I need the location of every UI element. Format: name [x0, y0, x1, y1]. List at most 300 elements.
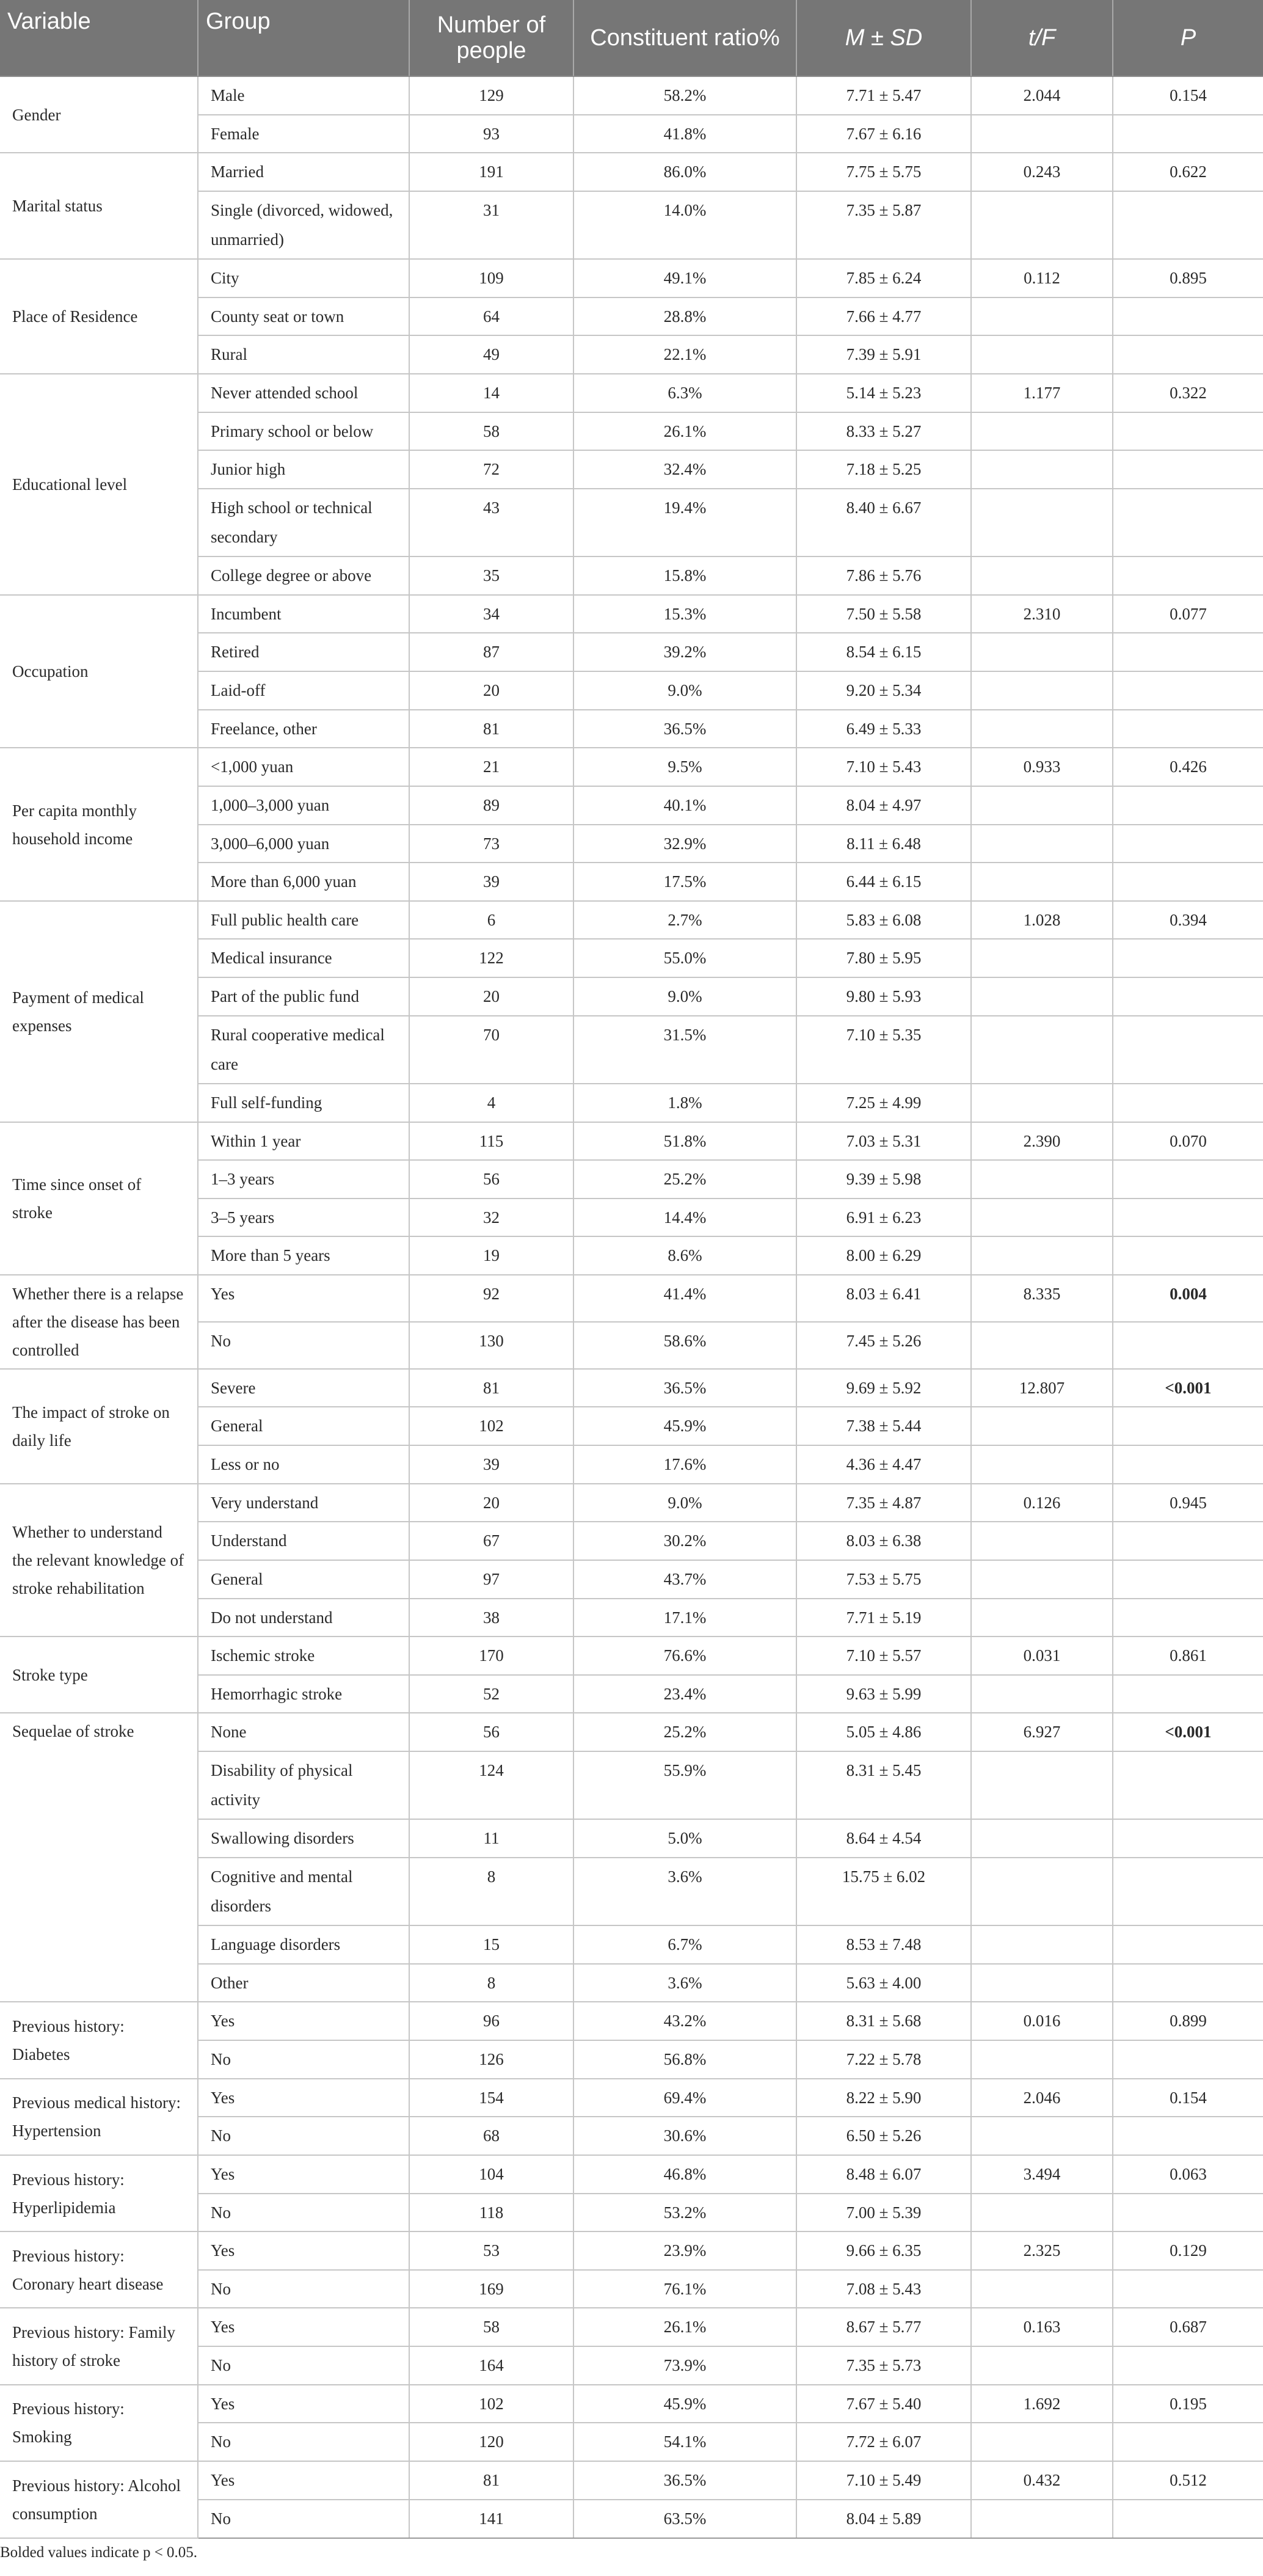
stat-cell	[971, 863, 1113, 901]
table-row	[0, 259, 1263, 297]
table-row	[0, 2231, 1263, 2270]
count-cell: 32	[409, 1199, 573, 1237]
variable-cell: Place of Residence	[0, 259, 198, 374]
variable-cell: Occupation	[0, 595, 198, 748]
count-cell: 81	[409, 1369, 573, 1407]
ratio-cell: 28.8%	[573, 297, 796, 336]
group-cell: Retired	[198, 633, 409, 671]
stat-cell: 2.390	[971, 1122, 1113, 1161]
table-row	[0, 748, 1263, 786]
ratio-cell: 1.8%	[573, 1084, 796, 1122]
p-value-cell	[1113, 633, 1263, 671]
stat-cell	[971, 1199, 1113, 1237]
mean-sd-cell: 5.63 ± 4.00	[796, 1964, 971, 2002]
table-row	[0, 2002, 1263, 2040]
count-cell: 191	[409, 153, 573, 191]
p-value-cell: 0.004	[1113, 1275, 1263, 1322]
p-value-cell: 0.063	[1113, 2155, 1263, 2194]
variable-cell: Previous history: Diabetes	[0, 2002, 198, 2078]
table-row	[0, 2385, 1263, 2423]
variable-cell: Stroke type	[0, 1636, 198, 1713]
table-row	[0, 1713, 1263, 1751]
group-cell: County seat or town	[198, 297, 409, 336]
count-cell: 97	[409, 1560, 573, 1599]
mean-sd-cell: 9.39 ± 5.98	[796, 1160, 971, 1199]
mean-sd-cell: 6.49 ± 5.33	[796, 710, 971, 748]
stat-cell	[971, 412, 1113, 451]
stat-cell: 0.163	[971, 2308, 1113, 2346]
mean-sd-cell: 15.75 ± 6.02	[796, 1858, 971, 1925]
variable-cell: Time since onset of stroke	[0, 1122, 198, 1275]
stat-cell: 0.016	[971, 2002, 1113, 2040]
stat-cell	[971, 297, 1113, 336]
count-cell: 11	[409, 1819, 573, 1858]
group-cell: Yes	[198, 2155, 409, 2194]
stat-cell: 8.335	[971, 1275, 1113, 1322]
group-cell: Yes	[198, 1275, 409, 1322]
group-cell: 3–5 years	[198, 1199, 409, 1237]
p-value-cell	[1113, 1160, 1263, 1199]
ratio-cell: 56.8%	[573, 2040, 796, 2079]
mean-sd-cell: 6.91 ± 6.23	[796, 1199, 971, 1237]
mean-sd-cell: 8.03 ± 6.38	[796, 1522, 971, 1560]
table-row	[0, 1369, 1263, 1407]
ratio-cell: 49.1%	[573, 259, 796, 297]
stat-cell	[971, 489, 1113, 556]
ratio-cell: 9.5%	[573, 748, 796, 786]
count-cell: 154	[409, 2079, 573, 2117]
count-cell: 92	[409, 1275, 573, 1322]
count-cell: 93	[409, 115, 573, 153]
ratio-cell: 32.4%	[573, 450, 796, 489]
group-cell: Less or no	[198, 1445, 409, 1484]
count-cell: 164	[409, 2346, 573, 2385]
group-cell: More than 5 years	[198, 1236, 409, 1275]
mean-sd-cell: 4.36 ± 4.47	[796, 1445, 971, 1484]
p-value-cell	[1113, 1084, 1263, 1122]
group-cell: Yes	[198, 2461, 409, 2500]
ratio-cell: 14.0%	[573, 191, 796, 259]
mean-sd-cell: 7.53 ± 5.75	[796, 1560, 971, 1599]
stat-cell	[971, 2040, 1113, 2079]
variable-cell: Gender	[0, 76, 198, 153]
ratio-cell: 41.4%	[573, 1275, 796, 1322]
count-cell: 52	[409, 1675, 573, 1713]
stat-cell	[971, 1016, 1113, 1084]
p-value-cell: 0.687	[1113, 2308, 1263, 2346]
stat-cell	[971, 1819, 1113, 1858]
ratio-cell: 9.0%	[573, 671, 796, 710]
p-value-cell	[1113, 115, 1263, 153]
ratio-cell: 86.0%	[573, 153, 796, 191]
p-value-cell: 0.154	[1113, 76, 1263, 115]
mean-sd-cell: 8.33 ± 5.27	[796, 412, 971, 451]
mean-sd-cell: 7.35 ± 5.87	[796, 191, 971, 259]
group-cell: Understand	[198, 1522, 409, 1560]
group-cell: No	[198, 2194, 409, 2232]
ratio-cell: 51.8%	[573, 1122, 796, 1161]
count-cell: 64	[409, 297, 573, 336]
group-cell: General	[198, 1560, 409, 1599]
stat-cell	[971, 939, 1113, 977]
mean-sd-cell: 5.05 ± 4.86	[796, 1713, 971, 1751]
p-value-cell: 0.895	[1113, 259, 1263, 297]
group-cell: Rural	[198, 335, 409, 374]
p-value-cell: <0.001	[1113, 1713, 1263, 1751]
ratio-cell: 39.2%	[573, 633, 796, 671]
mean-sd-cell: 8.00 ± 6.29	[796, 1236, 971, 1275]
mean-sd-cell: 8.67 ± 5.77	[796, 2308, 971, 2346]
mean-sd-cell: 9.63 ± 5.99	[796, 1675, 971, 1713]
table-row	[0, 1122, 1263, 1161]
mean-sd-cell: 8.31 ± 5.68	[796, 2002, 971, 2040]
ratio-cell: 6.7%	[573, 1925, 796, 1964]
p-value-cell	[1113, 863, 1263, 901]
mean-sd-cell: 7.71 ± 5.47	[796, 76, 971, 115]
p-value-cell: 0.861	[1113, 1636, 1263, 1675]
mean-sd-cell: 6.44 ± 6.15	[796, 863, 971, 901]
ratio-cell: 58.2%	[573, 76, 796, 115]
table-row	[0, 1275, 1263, 1322]
group-cell: <1,000 yuan	[198, 748, 409, 786]
p-value-cell	[1113, 412, 1263, 451]
variable-cell: Marital status	[0, 153, 198, 259]
ratio-cell: 9.0%	[573, 1484, 796, 1522]
ratio-cell: 6.3%	[573, 374, 796, 412]
ratio-cell: 31.5%	[573, 1016, 796, 1084]
p-value-cell: 0.394	[1113, 901, 1263, 940]
stat-cell: 0.243	[971, 153, 1113, 191]
stat-cell: 0.031	[971, 1636, 1113, 1675]
group-cell: General	[198, 1407, 409, 1445]
stat-cell: 1.028	[971, 901, 1113, 940]
count-cell: 53	[409, 2231, 573, 2270]
group-cell: 3,000–6,000 yuan	[198, 825, 409, 863]
count-cell: 8	[409, 1964, 573, 2002]
group-cell: No	[198, 2346, 409, 2385]
mean-sd-cell: 7.35 ± 4.87	[796, 1484, 971, 1522]
mean-sd-cell: 8.54 ± 6.15	[796, 633, 971, 671]
mean-sd-cell: 7.22 ± 5.78	[796, 2040, 971, 2079]
stat-cell	[971, 2423, 1113, 2461]
stat-cell: 12.807	[971, 1369, 1113, 1407]
ratio-cell: 55.9%	[573, 1751, 796, 1819]
mean-sd-cell: 7.71 ± 5.19	[796, 1599, 971, 1637]
ratio-cell: 36.5%	[573, 710, 796, 748]
stat-cell	[971, 786, 1113, 825]
p-value-cell	[1113, 2346, 1263, 2385]
p-value-cell: 0.426	[1113, 748, 1263, 786]
mean-sd-cell: 8.22 ± 5.90	[796, 2079, 971, 2117]
ratio-cell: 22.1%	[573, 335, 796, 374]
count-cell: 56	[409, 1160, 573, 1199]
group-cell: Part of the public fund	[198, 977, 409, 1016]
ratio-cell: 17.5%	[573, 863, 796, 901]
group-cell: Severe	[198, 1369, 409, 1407]
ratio-cell: 3.6%	[573, 1858, 796, 1925]
variable-cell: The impact of stroke on daily life	[0, 1369, 198, 1484]
table-row	[0, 374, 1263, 412]
group-cell: Married	[198, 153, 409, 191]
group-cell: Male	[198, 76, 409, 115]
stat-cell	[971, 1522, 1113, 1560]
mean-sd-cell: 8.31 ± 5.45	[796, 1751, 971, 1819]
p-value-cell	[1113, 2117, 1263, 2155]
count-cell: 141	[409, 2500, 573, 2538]
p-value-cell	[1113, 2194, 1263, 2232]
p-value-cell	[1113, 297, 1263, 336]
count-cell: 4	[409, 1084, 573, 1122]
ratio-cell: 26.1%	[573, 412, 796, 451]
table-row	[0, 1636, 1263, 1675]
mean-sd-cell: 8.04 ± 4.97	[796, 786, 971, 825]
stat-cell: 3.494	[971, 2155, 1113, 2194]
p-value-cell	[1113, 786, 1263, 825]
group-cell: No	[198, 1322, 409, 1369]
ratio-cell: 76.6%	[573, 1636, 796, 1675]
count-cell: 20	[409, 671, 573, 710]
group-cell: Very understand	[198, 1484, 409, 1522]
p-value-cell	[1113, 191, 1263, 259]
stat-cell: 0.933	[971, 748, 1113, 786]
variable-cell: Previous history: Family history of stroke	[0, 2308, 198, 2384]
stat-cell: 0.112	[971, 259, 1113, 297]
variable-cell: Previous history: Smoking	[0, 2385, 198, 2461]
p-value-cell: 0.945	[1113, 1484, 1263, 1522]
p-value-cell	[1113, 1751, 1263, 1819]
ratio-cell: 5.0%	[573, 1819, 796, 1858]
ratio-cell: 43.2%	[573, 2002, 796, 2040]
group-cell: Within 1 year	[198, 1122, 409, 1161]
mean-sd-cell: 9.20 ± 5.34	[796, 671, 971, 710]
ratio-cell: 53.2%	[573, 2194, 796, 2232]
p-value-cell	[1113, 1522, 1263, 1560]
stat-cell	[971, 1084, 1113, 1122]
stat-cell	[971, 1445, 1113, 1484]
group-cell: Incumbent	[198, 595, 409, 633]
group-cell: Rural cooperative medical care	[198, 1016, 409, 1084]
ratio-cell: 23.4%	[573, 1675, 796, 1713]
table-row	[0, 595, 1263, 633]
group-cell: Never attended school	[198, 374, 409, 412]
stat-cell	[971, 191, 1113, 259]
count-cell: 81	[409, 710, 573, 748]
ratio-cell: 45.9%	[573, 1407, 796, 1445]
mean-sd-cell: 7.66 ± 4.77	[796, 297, 971, 336]
count-cell: 124	[409, 1751, 573, 1819]
mean-sd-cell: 9.66 ± 6.35	[796, 2231, 971, 2270]
ratio-cell: 43.7%	[573, 1560, 796, 1599]
stat-cell	[971, 1964, 1113, 2002]
table-row	[0, 2155, 1263, 2194]
count-cell: 115	[409, 1122, 573, 1161]
count-cell: 39	[409, 1445, 573, 1484]
group-cell: Swallowing disorders	[198, 1819, 409, 1858]
stat-cell	[971, 633, 1113, 671]
group-cell: Junior high	[198, 450, 409, 489]
stat-cell	[971, 1925, 1113, 1964]
ratio-cell: 41.8%	[573, 115, 796, 153]
stat-cell	[971, 450, 1113, 489]
count-cell: 21	[409, 748, 573, 786]
mean-sd-cell: 7.08 ± 5.43	[796, 2270, 971, 2308]
group-cell: Medical insurance	[198, 939, 409, 977]
count-cell: 49	[409, 335, 573, 374]
mean-sd-cell: 6.50 ± 5.26	[796, 2117, 971, 2155]
group-cell: No	[198, 2500, 409, 2538]
group-cell: Ischemic stroke	[198, 1636, 409, 1675]
group-cell: Yes	[198, 2231, 409, 2270]
group-cell: Full self-funding	[198, 1084, 409, 1122]
p-value-cell	[1113, 939, 1263, 977]
mean-sd-cell: 8.64 ± 4.54	[796, 1819, 971, 1858]
mean-sd-cell: 7.45 ± 5.26	[796, 1322, 971, 1369]
stat-cell	[971, 710, 1113, 748]
p-value-cell: 0.129	[1113, 2231, 1263, 2270]
ratio-cell: 15.3%	[573, 595, 796, 633]
stat-cell	[971, 1560, 1113, 1599]
p-value-cell: 0.322	[1113, 374, 1263, 412]
stat-cell: 2.325	[971, 2231, 1113, 2270]
group-cell: Primary school or below	[198, 412, 409, 451]
count-cell: 20	[409, 1484, 573, 1522]
stat-cell	[971, 115, 1113, 153]
count-cell: 39	[409, 863, 573, 901]
group-cell: No	[198, 2270, 409, 2308]
header-constituent-ratio: Constituent ratio%	[573, 0, 796, 76]
group-cell: More than 6,000 yuan	[198, 863, 409, 901]
ratio-cell: 45.9%	[573, 2385, 796, 2423]
ratio-cell: 17.6%	[573, 1445, 796, 1484]
group-cell: Yes	[198, 2308, 409, 2346]
count-cell: 72	[409, 450, 573, 489]
mean-sd-cell: 7.10 ± 5.35	[796, 1016, 971, 1084]
group-cell: No	[198, 2040, 409, 2079]
count-cell: 118	[409, 2194, 573, 2232]
variable-cell: Previous history: Coronary heart disease	[0, 2231, 198, 2308]
stat-cell: 1.177	[971, 374, 1113, 412]
stat-cell	[971, 1236, 1113, 1275]
p-value-cell: 0.512	[1113, 2461, 1263, 2500]
mean-sd-cell: 8.11 ± 6.48	[796, 825, 971, 863]
ratio-cell: 2.7%	[573, 901, 796, 940]
stat-cell	[971, 556, 1113, 595]
group-cell: Other	[198, 1964, 409, 2002]
group-cell: City	[198, 259, 409, 297]
variable-cell: Previous history: Alcohol consumption	[0, 2461, 198, 2538]
mean-sd-cell: 7.00 ± 5.39	[796, 2194, 971, 2232]
stat-cell	[971, 2500, 1113, 2538]
group-cell: Do not understand	[198, 1599, 409, 1637]
p-value-cell: <0.001	[1113, 1369, 1263, 1407]
stat-cell: 6.927	[971, 1713, 1113, 1751]
group-cell: Yes	[198, 2079, 409, 2117]
group-cell: Single (divorced, widowed, unmarried)	[198, 191, 409, 259]
count-cell: 8	[409, 1858, 573, 1925]
stat-cell	[971, 1160, 1113, 1199]
mean-sd-cell: 7.67 ± 5.40	[796, 2385, 971, 2423]
count-cell: 170	[409, 1636, 573, 1675]
variable-cell: Previous history: Hyperlipidemia	[0, 2155, 198, 2231]
group-cell: No	[198, 2423, 409, 2461]
stat-cell	[971, 1858, 1113, 1925]
count-cell: 87	[409, 633, 573, 671]
p-value-cell	[1113, 2270, 1263, 2308]
stat-cell	[971, 1407, 1113, 1445]
count-cell: 58	[409, 2308, 573, 2346]
stat-cell	[971, 1599, 1113, 1637]
ratio-cell: 55.0%	[573, 939, 796, 977]
count-cell: 68	[409, 2117, 573, 2155]
ratio-cell: 36.5%	[573, 2461, 796, 2500]
ratio-cell: 63.5%	[573, 2500, 796, 2538]
ratio-cell: 15.8%	[573, 556, 796, 595]
ratio-cell: 23.9%	[573, 2231, 796, 2270]
table-row	[0, 1484, 1263, 1522]
mean-sd-cell: 8.53 ± 7.48	[796, 1925, 971, 1964]
group-cell: No	[198, 2117, 409, 2155]
header-row	[0, 0, 1263, 76]
header-t-f: t/F	[971, 0, 1113, 76]
table-row	[0, 2308, 1263, 2346]
mean-sd-cell: 8.48 ± 6.07	[796, 2155, 971, 2194]
count-cell: 102	[409, 1407, 573, 1445]
variable-cell: Payment of medical expenses	[0, 901, 198, 1122]
count-cell: 56	[409, 1713, 573, 1751]
ratio-cell: 76.1%	[573, 2270, 796, 2308]
count-cell: 58	[409, 412, 573, 451]
count-cell: 34	[409, 595, 573, 633]
ratio-cell: 30.6%	[573, 2117, 796, 2155]
mean-sd-cell: 7.18 ± 5.25	[796, 450, 971, 489]
mean-sd-cell: 7.10 ± 5.43	[796, 748, 971, 786]
header-variable: Variable	[0, 0, 198, 76]
table-footnote: Bolded values indicate p < 0.05.	[0, 2544, 198, 2561]
p-value-cell	[1113, 977, 1263, 1016]
stat-cell: 0.432	[971, 2461, 1113, 2500]
p-value-cell	[1113, 556, 1263, 595]
mean-sd-cell: 5.14 ± 5.23	[796, 374, 971, 412]
count-cell: 19	[409, 1236, 573, 1275]
count-cell: 126	[409, 2040, 573, 2079]
mean-sd-cell: 7.39 ± 5.91	[796, 335, 971, 374]
stat-cell	[971, 825, 1113, 863]
variable-cell: Whether there is a relapse after the disease has been controlled	[0, 1275, 198, 1369]
count-cell: 31	[409, 191, 573, 259]
count-cell: 109	[409, 259, 573, 297]
variable-cell: Educational level	[0, 374, 198, 595]
p-value-cell	[1113, 1016, 1263, 1084]
ratio-cell: 9.0%	[573, 977, 796, 1016]
p-value-cell	[1113, 1858, 1263, 1925]
table-row	[0, 76, 1263, 115]
mean-sd-cell: 7.85 ± 6.24	[796, 259, 971, 297]
p-value-cell	[1113, 1964, 1263, 2002]
count-cell: 104	[409, 2155, 573, 2194]
p-value-cell	[1113, 489, 1263, 556]
mean-sd-cell: 8.03 ± 6.41	[796, 1275, 971, 1322]
ratio-cell: 32.9%	[573, 825, 796, 863]
group-cell: Female	[198, 115, 409, 153]
header-number-of-people: Number of people	[409, 0, 573, 76]
mean-sd-cell: 7.10 ± 5.49	[796, 2461, 971, 2500]
mean-sd-cell: 7.25 ± 4.99	[796, 1084, 971, 1122]
p-value-cell: 0.622	[1113, 153, 1263, 191]
header-mean-sd: M ± SD	[796, 0, 971, 76]
stat-cell	[971, 2117, 1113, 2155]
group-cell: 1,000–3,000 yuan	[198, 786, 409, 825]
header-group: Group	[198, 0, 409, 76]
